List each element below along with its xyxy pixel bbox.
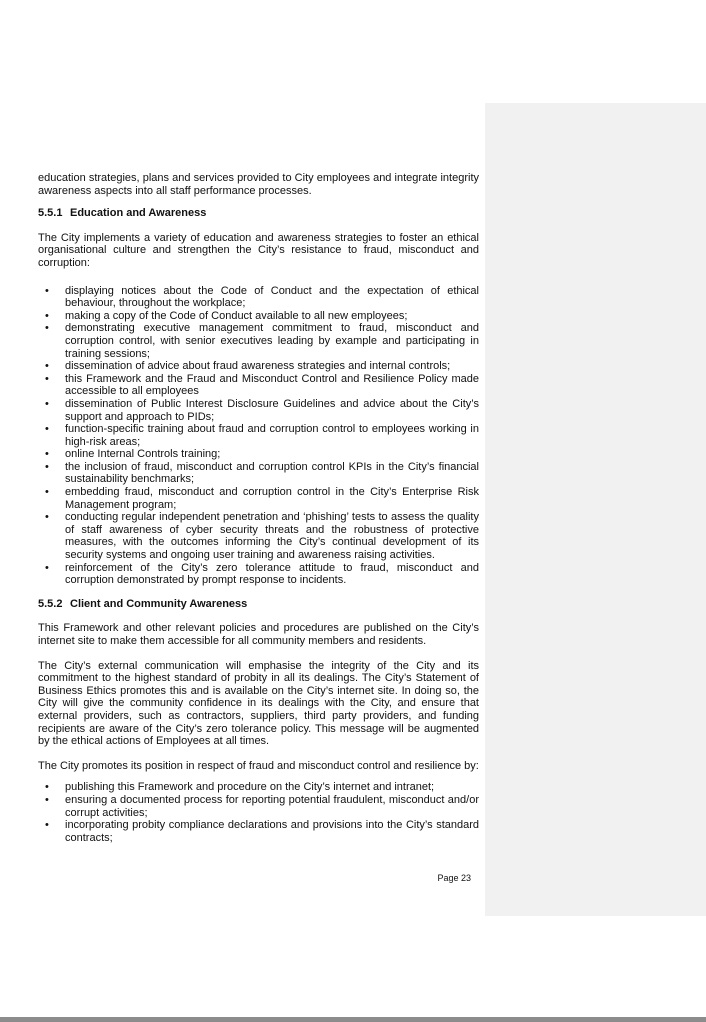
bullet-icon: • (45, 372, 49, 385)
bullet-icon: • (45, 511, 49, 524)
list-item (38, 360, 479, 373)
list-item-text: dissemination of Public Interest Disclosure Guidelines and advice about the City’s support and approach to PIDs; (65, 397, 479, 423)
list-item-text: this Framework and the Fraud and Misconduct Control and Resilience Policy made accessible to all employees (65, 372, 479, 398)
list-item (38, 398, 479, 423)
side-notes-panel (485, 103, 706, 916)
list-item-text: displaying notices about the Code of Conduct and the expectation of ethical behaviour, throughout the workplace; (65, 284, 479, 310)
list-item-text: embedding fraud, misconduct and corruption control in the City’s Enterprise Risk Management program; (65, 486, 479, 511)
list-item-text: function-specific training about fraud and corruption control to employees working in high-risk areas; (65, 423, 479, 448)
list-item-text: reinforcement of the City’s zero tolerance attitude to fraud, misconduct and corruption demonstrated by prompt response to incidents. (65, 561, 479, 587)
section-552-paragraph-2: The City’s external communication will emphasise the integrity of the City and its commitment to the highest standard of probity in all its dealings. The City’s Statement of Business Ethics promotes this and is available on the City’s internet site. In doing so, the City will give the community confidence in its dealings with the City, and ensure that external providers, such as contractors, suppliers, third party providers, and funding recipients are aware of the City’s zero tolerance policy. This message will be augmented by the ethical actions of Employees at all times. (38, 659, 479, 748)
list-item (38, 486, 479, 511)
section-heading-552 (38, 598, 479, 611)
section-552-bullet-list (38, 781, 479, 844)
bullet-icon: • (45, 561, 49, 574)
section-heading-551 (38, 207, 479, 220)
list-item (38, 310, 479, 323)
list-item-text: incorporating probity compliance declarations and provisions into the City’s standard contracts; (65, 819, 479, 844)
section-title: Client and Community Awareness (70, 597, 248, 610)
section-title: Education and Awareness (70, 207, 207, 220)
list-item (38, 562, 479, 587)
list-item (38, 819, 479, 844)
bullet-icon: • (45, 423, 49, 436)
list-item (38, 461, 479, 486)
list-item-text: online Internal Controls training; (65, 448, 221, 461)
list-item-text: dissemination of advice about fraud awareness strategies and internal controls; (65, 360, 451, 373)
list-item (38, 448, 479, 461)
list-item (38, 423, 479, 448)
section-551-lead-paragraph: The City implements a variety of education and awareness strategies to foster an ethical organisational culture and strengthen the City’s resistance to fraud, misconduct and corruption: (38, 231, 479, 269)
list-item-text: demonstrating executive management commitment to fraud, misconduct and corruption control, with senior executives leading by example and participating in training sessions; (65, 322, 479, 360)
list-item-text: the inclusion of fraud, misconduct and corruption control KPIs in the City’s financial sustainability benchmarks; (65, 460, 479, 486)
bullet-icon: • (45, 397, 49, 410)
bullet-icon: • (45, 309, 49, 322)
bullet-icon: • (45, 284, 49, 297)
list-item (38, 285, 479, 310)
section-551-bullet-list (38, 285, 479, 587)
list-item (38, 794, 479, 819)
bullet-icon: • (45, 460, 49, 473)
page-number-label: Page 23 (437, 873, 471, 884)
bullet-icon: • (45, 819, 49, 832)
list-item (38, 373, 479, 398)
bullet-icon: • (45, 793, 49, 806)
window-bottom-edge-bar (0, 1017, 706, 1022)
list-item-text: making a copy of the Code of Conduct available to all new employees; (65, 309, 408, 322)
list-item (38, 511, 479, 561)
list-item-text: publishing this Framework and procedure on the City’s internet and intranet; (65, 781, 435, 794)
section-552-paragraph-1: This Framework and other relevant policies and procedures are published on the City’s internet site to make them accessible for all community members and residents. (38, 622, 479, 647)
section-number: 5.5.1 (38, 207, 63, 220)
list-item-text: ensuring a documented process for reporting potential fraudulent, misconduct and/or corrupt activities; (65, 793, 479, 819)
intro-paragraph: education strategies, plans and services provided to City employees and integrate integrity awareness aspects into all staff performance processes. (38, 172, 479, 197)
list-item (38, 322, 479, 360)
bullet-icon: • (45, 360, 49, 373)
bullet-icon: • (45, 322, 49, 335)
section-552-paragraph-3: The City promotes its position in respect of fraud and misconduct control and resilience by: (38, 759, 479, 772)
bullet-icon: • (45, 486, 49, 499)
list-item-text: conducting regular independent penetration and ‘phishing’ tests to assess the quality of staff awareness of cyber security threats and the robustness of protective measures, with the outcomes informing the City’s continual development of its security systems and ongoing user training and awareness raising activities. (65, 511, 479, 562)
bullet-icon: • (45, 448, 49, 461)
document-content (38, 172, 479, 884)
bullet-icon: • (45, 781, 49, 794)
list-item (38, 781, 479, 794)
section-number: 5.5.2 (38, 597, 63, 610)
